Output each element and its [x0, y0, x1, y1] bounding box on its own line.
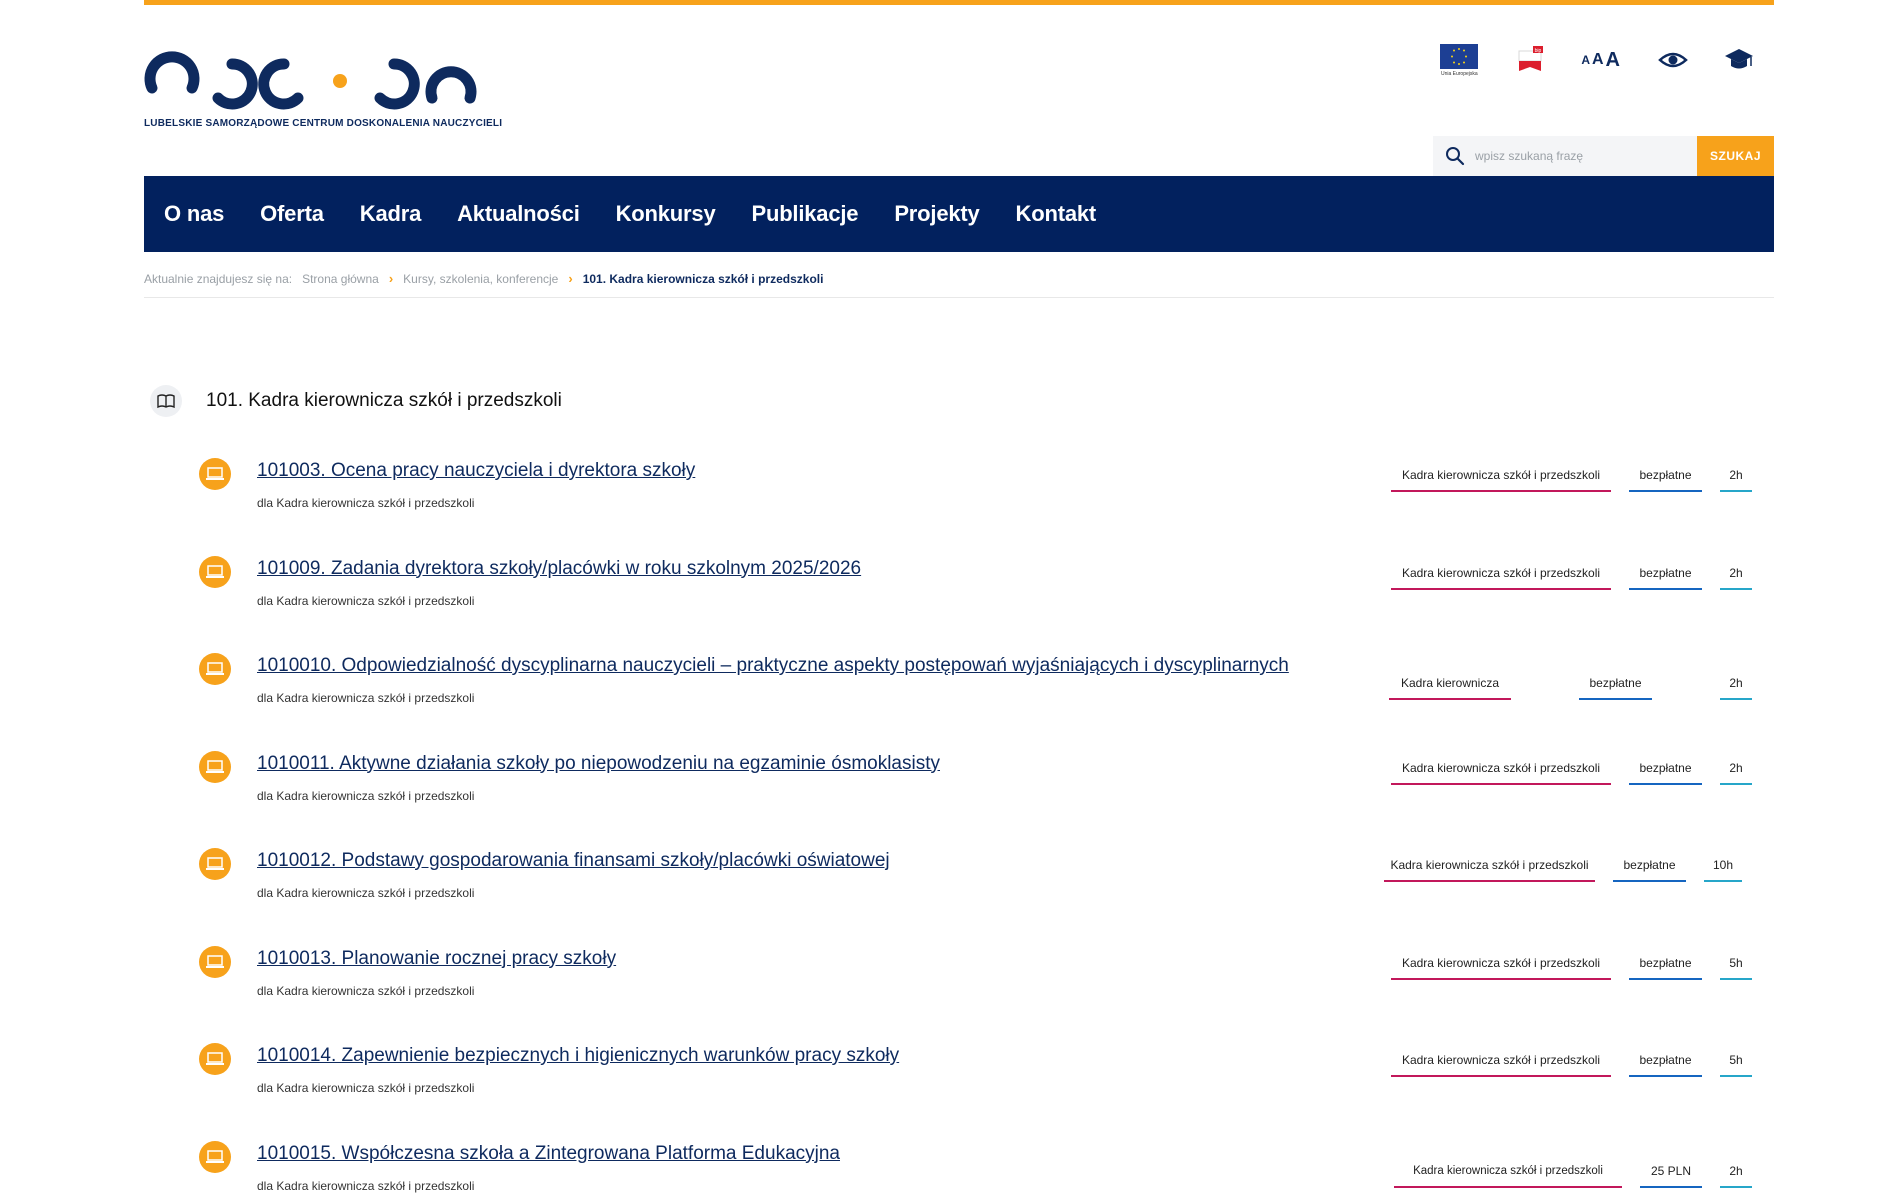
site-logo[interactable] [144, 50, 503, 140]
search-bar [1433, 136, 1774, 176]
course-subtitle: dla Kadra kierownicza szkół i przedszkoli [257, 496, 475, 510]
duration-tag: 2h [1720, 762, 1752, 785]
laptop-icon [199, 1043, 231, 1075]
nav-item-kontakt[interactable]: Kontakt [1015, 201, 1097, 226]
price-tag: bezpłatne [1629, 957, 1702, 980]
list-item [144, 647, 1774, 745]
course-tags [1391, 1054, 1752, 1077]
education-link[interactable] [1724, 47, 1754, 73]
list-item [144, 550, 1774, 648]
chevron-right-icon: › [388, 271, 394, 286]
book-icon [150, 385, 182, 417]
duration-tag: 5h [1720, 957, 1752, 980]
course-title-link[interactable]: 1010014. Zapewnienie bezpiecznych i higienicznych warunków pracy szkoły [257, 1045, 900, 1066]
course-tags [1384, 859, 1742, 882]
section-heading [144, 385, 1774, 417]
price-tag: bezpłatne [1613, 859, 1686, 882]
search-button[interactable]: SZUKAJ [1697, 136, 1774, 176]
nav-item-kadra[interactable]: Kadra [359, 201, 422, 226]
laptop-icon [199, 556, 231, 588]
nav-item-o-nas[interactable]: O nas [164, 201, 225, 226]
course-subtitle: dla Kadra kierownicza szkół i przedszkoli [257, 788, 475, 803]
logo-caption: LUBELSKIE SAMORZĄDOWE CENTRUM DOSKONALENIA NAUCZYCIELI [144, 118, 503, 129]
logo-marks [144, 50, 484, 112]
course-subtitle: dla Kadra kierownicza szkół i przedszkoli [257, 1178, 475, 1193]
course-list [144, 452, 1774, 1200]
font-size-medium[interactable]: A [1591, 51, 1606, 68]
laptop-icon [199, 946, 231, 978]
price-tag: bezpłatne [1579, 677, 1652, 700]
audience-tag: Kadra kierownicza [1389, 677, 1511, 700]
bip-icon [1515, 45, 1545, 75]
eu-flag-link[interactable] [1439, 43, 1479, 77]
graduation-cap-icon [1724, 47, 1754, 73]
duration-tag: 2h [1720, 567, 1752, 590]
price-tag: 25 PLN [1640, 1165, 1702, 1188]
audience-tag: Kadra kierownicza szkół i przedszkoli [1391, 1054, 1611, 1077]
audience-tag: Kadra kierownicza szkół i przedszkoli [1391, 762, 1611, 785]
course-title-link[interactable]: 101009. Zadania dyrektora szkoły/placówki w roku szkolnym 2025/2026 [257, 557, 862, 579]
duration-tag: 10h [1704, 859, 1742, 882]
audience-tag: Kadra kierownicza szkół i przedszkoli [1391, 567, 1611, 590]
duration-tag: 2h [1720, 1165, 1752, 1188]
course-tags [1391, 762, 1752, 785]
header-icons [1439, 43, 1754, 77]
course-subtitle: dla Kadra kierownicza szkół i przedszkoli [257, 886, 475, 900]
bip-link[interactable] [1515, 45, 1545, 75]
course-tags [1391, 469, 1752, 492]
course-tags [1391, 957, 1752, 980]
svg-text:bip: bip [1534, 48, 1542, 54]
course-title-link[interactable]: 1010012. Podstawy gospodarowania finansami szkoły/placówki oświatowej [257, 850, 890, 871]
breadcrumb-current: 101. Kadra kierownicza szkół i przedszkoli [582, 271, 824, 286]
course-title-link[interactable]: 1010015. Współczesna szkoła a Zintegrowana Platforma Edukacyjna [257, 1142, 840, 1164]
contrast-button[interactable] [1658, 50, 1688, 70]
price-tag: bezpłatne [1629, 567, 1702, 590]
list-item [144, 842, 1774, 940]
search-input[interactable] [1475, 149, 1675, 163]
list-item [144, 1135, 1774, 1200]
breadcrumb-courses[interactable]: Kursy, szkolenia, konferencje [403, 271, 559, 286]
font-size-small[interactable]: A [1581, 53, 1592, 67]
price-tag: bezpłatne [1629, 1054, 1702, 1077]
course-subtitle: dla Kadra kierownicza szkół i przedszkoli [257, 983, 475, 998]
list-item [144, 745, 1774, 843]
course-tags [1394, 1165, 1752, 1188]
nav-item-konkursy[interactable]: Konkursy [615, 201, 716, 226]
font-size-large[interactable]: A [1605, 48, 1622, 71]
audience-tag: Kadra kierownicza szkół i przedszkoli [1391, 469, 1611, 492]
course-tags [1389, 677, 1752, 700]
list-item [144, 1037, 1774, 1135]
duration-tag: 2h [1720, 469, 1752, 492]
header [144, 5, 1774, 175]
duration-tag: 2h [1720, 677, 1752, 700]
page-title: 101. Kadra kierownicza szkół i przedszkoli [206, 390, 562, 411]
main-nav [144, 176, 1774, 252]
nav-item-projekty[interactable]: Projekty [894, 201, 980, 226]
duration-tag: 5h [1720, 1054, 1752, 1077]
laptop-icon [199, 458, 231, 490]
course-title-link[interactable]: 101003. Ocena pracy nauczyciela i dyrektora szkoły [257, 460, 696, 481]
price-tag: bezpłatne [1629, 762, 1702, 785]
breadcrumb-prefix: Aktualnie znajdujesz się na: [144, 271, 293, 286]
course-tags [1391, 567, 1752, 590]
eu-flag-icon [1440, 44, 1478, 69]
price-tag: bezpłatne [1629, 469, 1702, 492]
course-title-link[interactable]: 1010013. Planowanie rocznej pracy szkoły [257, 947, 617, 969]
audience-tag: Kadra kierownicza szkół i przedszkoli [1384, 859, 1595, 882]
course-subtitle: dla Kadra kierownicza szkół i przedszkoli [257, 1081, 475, 1095]
laptop-icon [199, 751, 231, 783]
audience-tag: Kadra kierownicza szkół i przedszkoli [1391, 957, 1611, 980]
font-size-switcher[interactable] [1581, 49, 1622, 72]
course-title-link[interactable]: 1010010. Odpowiedzialność dyscyplinarna nauczycieli – praktyczne aspekty postępowań wyjaśniających i dyscyplinarnych [257, 655, 1289, 676]
nav-item-aktualnosci[interactable]: Aktualności [457, 201, 580, 226]
search-box [1433, 136, 1697, 176]
course-subtitle: dla Kadra kierownicza szkół i przedszkoli [257, 691, 475, 705]
course-title-link[interactable]: 1010011. Aktywne działania szkoły po niepowodzeniu na egzaminie ósmoklasisty [257, 752, 940, 774]
breadcrumb [144, 268, 1774, 298]
laptop-icon [199, 1141, 231, 1173]
laptop-icon [199, 848, 231, 880]
logo-graphic [144, 50, 484, 112]
laptop-icon [199, 653, 231, 685]
course-subtitle: dla Kadra kierownicza szkół i przedszkoli [257, 593, 475, 608]
list-item [144, 940, 1774, 1038]
list-item [144, 452, 1774, 550]
chevron-right-icon: › [568, 271, 573, 286]
search-icon[interactable] [1445, 146, 1465, 166]
breadcrumb-home[interactable]: Strona główna [302, 271, 379, 286]
eu-caption: Unia Europejska [1440, 70, 1478, 77]
nav-item-publikacje[interactable]: Publikacje [751, 201, 859, 226]
eye-icon [1658, 50, 1688, 70]
audience-tag: Kadra kierownicza szkół i przedszkoli [1394, 1165, 1622, 1188]
nav-item-oferta[interactable]: Oferta [260, 201, 324, 226]
